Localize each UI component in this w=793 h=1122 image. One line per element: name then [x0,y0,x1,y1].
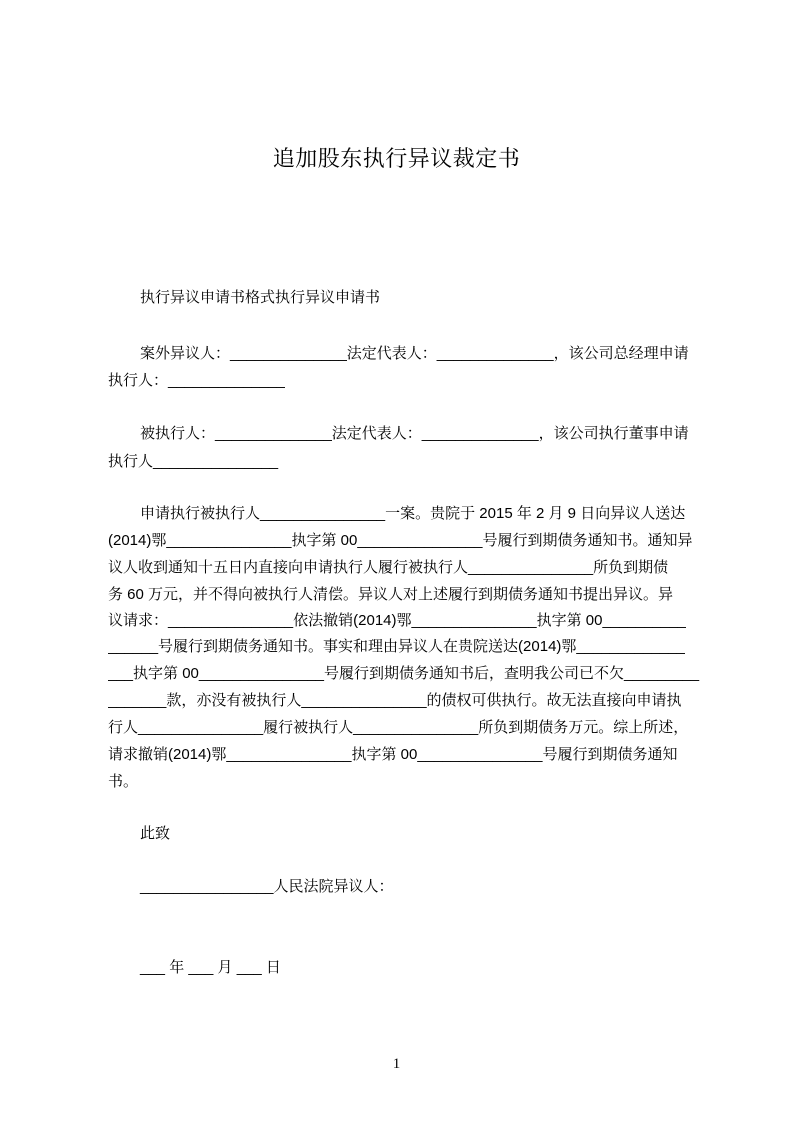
body-line: ______号履行到期债务通知书。事实和理由异议人在贵院送达(2014)鄂_____________ [108,638,685,655]
document-title: 追加股东执行异议裁定书 [272,146,521,171]
objector-line: 执行人：______________ [108,372,285,389]
body-line: 请求撤销(2014)鄂_______________执字第 00_______________号履行到期债务通知 [108,746,678,763]
body-line: 议请求：_______________依法撤销(2014)鄂_______________执字第 00__________ [108,612,686,629]
court-signature-line: ________________人民法院异议人： [140,878,394,895]
body-line: 议人收到通知十五日内直接向申请执行人履行被执行人_______________所负到期债 [108,559,669,576]
body-line: 行人_______________履行被执行人_______________所负到期债务万元。综上所述， [108,719,689,736]
respondent-line: 执行人_______________ [108,453,279,470]
body-line: ___执字第 00_______________号履行到期债务通知书后，查明我公司已不欠_________ [108,665,700,682]
respondent-line: 被执行人：______________法定代表人：______________，该公司执行董事申请 [140,425,689,442]
page-number: 1 [392,1056,401,1072]
body-line: 申请执行被执行人_______________一案。贵院于 2015 年 2 月 9 日向异议人送达 [140,505,686,522]
salutation: 此致 [140,825,171,842]
subtitle-line: 执行异议申请书格式执行异议申请书 [140,289,381,306]
date-line: ___ 年 ___ 月 ___ 日 [140,959,281,976]
objector-line: 案外异议人：______________法定代表人：______________，该公司总经理申请 [140,345,689,362]
body-line: 务 60 万元，并不得向被执行人清偿。异议人对上述履行到期债务通知书提出异议。异 [108,586,674,603]
body-line: (2014)鄂_______________执字第 00_______________号履行到期债务通知书。通知异 [108,532,693,549]
body-line: 书。 [108,773,139,790]
body-line: _______款，亦没有被执行人_______________的债权可供执行。故无法直接向申请执 [108,692,682,709]
